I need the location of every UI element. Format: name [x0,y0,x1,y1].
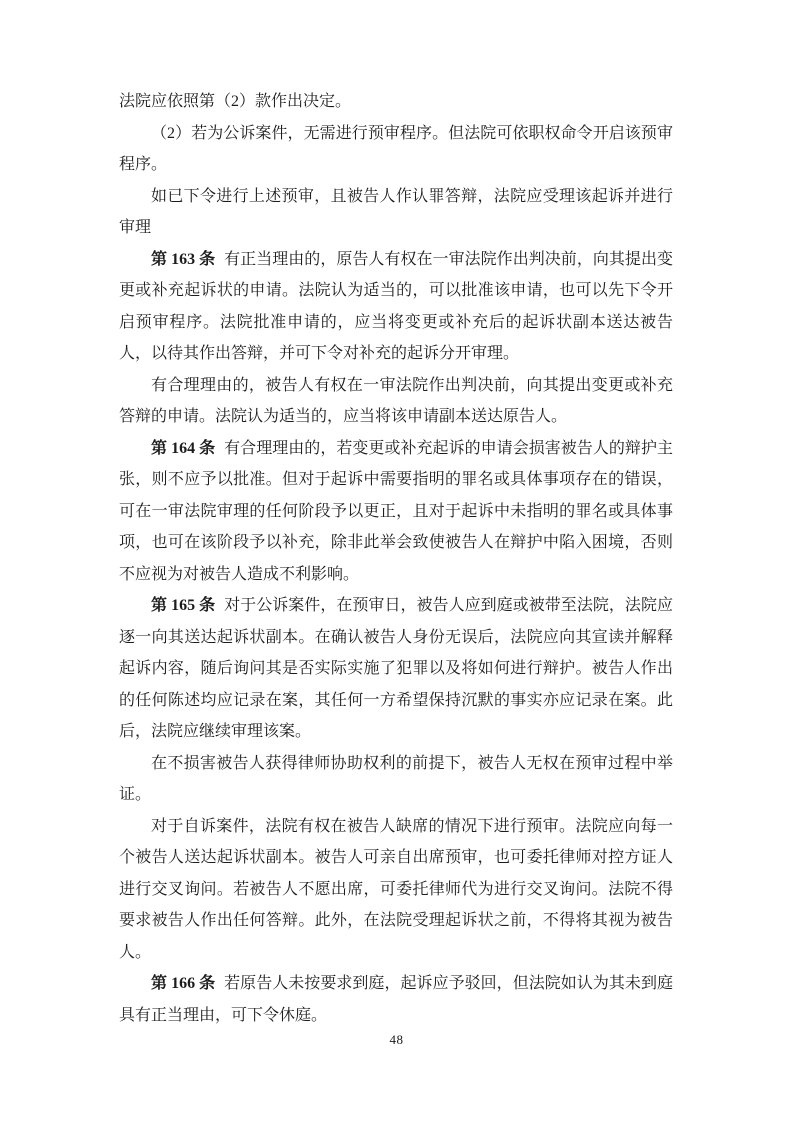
page-number: 48 [389,1032,404,1047]
paragraph-article-165 [119,590,673,748]
paragraph-article-164 [119,433,673,591]
paragraph-text: 对于公诉案件，在预审日，被告人应到庭或被带至法院，法院应逐一向其送达起诉状副本。在确认被告人身份无误后，法院应向其宣读并解释起诉内容，随后询问其是否实际实施了犯罪以及将如何进行辩护。被告人作出的任何陈述均应记录在案，其任何一方希望保持沉默的事实亦应记录在案。此后，法院应继续审理该案。 [119,597,673,740]
paragraph-text: 有合理理由的，若变更或补充起诉的申请会损害被告人的辩护主张，则不应予以批准。但对于起诉中需要指明的罪名或具体事项存在的错误，可在一审法院审理的任何阶段予以更正，且对于起诉中未指明的罪名或具体事项，也可在该阶段予以补充，除非此举会致使被告人在辩护中陷入困境，否则不应视为对被告人造成不利影响。 [119,439,673,583]
article-number: 第 165 条 [151,597,216,614]
paragraph-text: 若原告人未按要求到庭，起诉应予驳回，但法院如认为其未到庭具有正当理由，可下令休庭。 [119,975,673,1024]
paragraph-text: 法院应依照第（2）款作出决定。 [119,93,352,110]
document-body [119,86,673,1031]
paragraph [119,748,673,811]
article-number: 第 166 条 [151,975,216,992]
paragraph [119,181,673,244]
article-number: 第 163 条 [151,250,216,268]
paragraph [119,86,673,118]
paragraph-text: 有正当理由的，原告人有权在一审法院作出判决前，向其提出变更或补充起诉状的申请。法院认为适当的，可以批准该申请，也可以先下令开启预审程序。法院批准申请的，应当将变更或补充后的起诉状副本送达被告人，以待其作出答辩，并可下令对补充的起诉分开审理。 [119,250,673,362]
paragraph-text: 在不损害被告人获得律师协助权利的前提下，被告人无权在预审过程中举证。 [119,754,673,803]
paragraph [119,811,673,969]
paragraph-text: 如已下令进行上述预审，且被告人作认罪答辩，法院应受理该起诉并进行审理 [119,187,673,236]
paragraph-article-166 [119,968,673,1031]
paragraph-article-163 [119,244,673,370]
paragraph-text: 对于自诉案件，法院有权在被告人缺席的情况下进行预审。法院应向每一个被告人送达起诉状副本。被告人可亲自出席预审，也可委托律师对控方证人进行交叉询问。若被告人不愿出席，可委托律师代为进行交叉询问。法院不得要求被告人作出任何答辩。此外，在法院受理起诉状之前，不得将其视为被告人。 [119,817,673,961]
article-number: 第 164 条 [151,439,216,457]
paragraph-text: （2）若为公诉案件，无需进行预审程序。但法院可依职权命令开启该预审程序。 [119,124,673,173]
paragraph-text: 有合理理由的，被告人有权在一审法院作出判决前，向其提出变更或补充答辩的申请。法院认为适当的，应当将该申请副本送达原告人。 [119,376,673,425]
paragraph [119,370,673,433]
paragraph [119,118,673,181]
